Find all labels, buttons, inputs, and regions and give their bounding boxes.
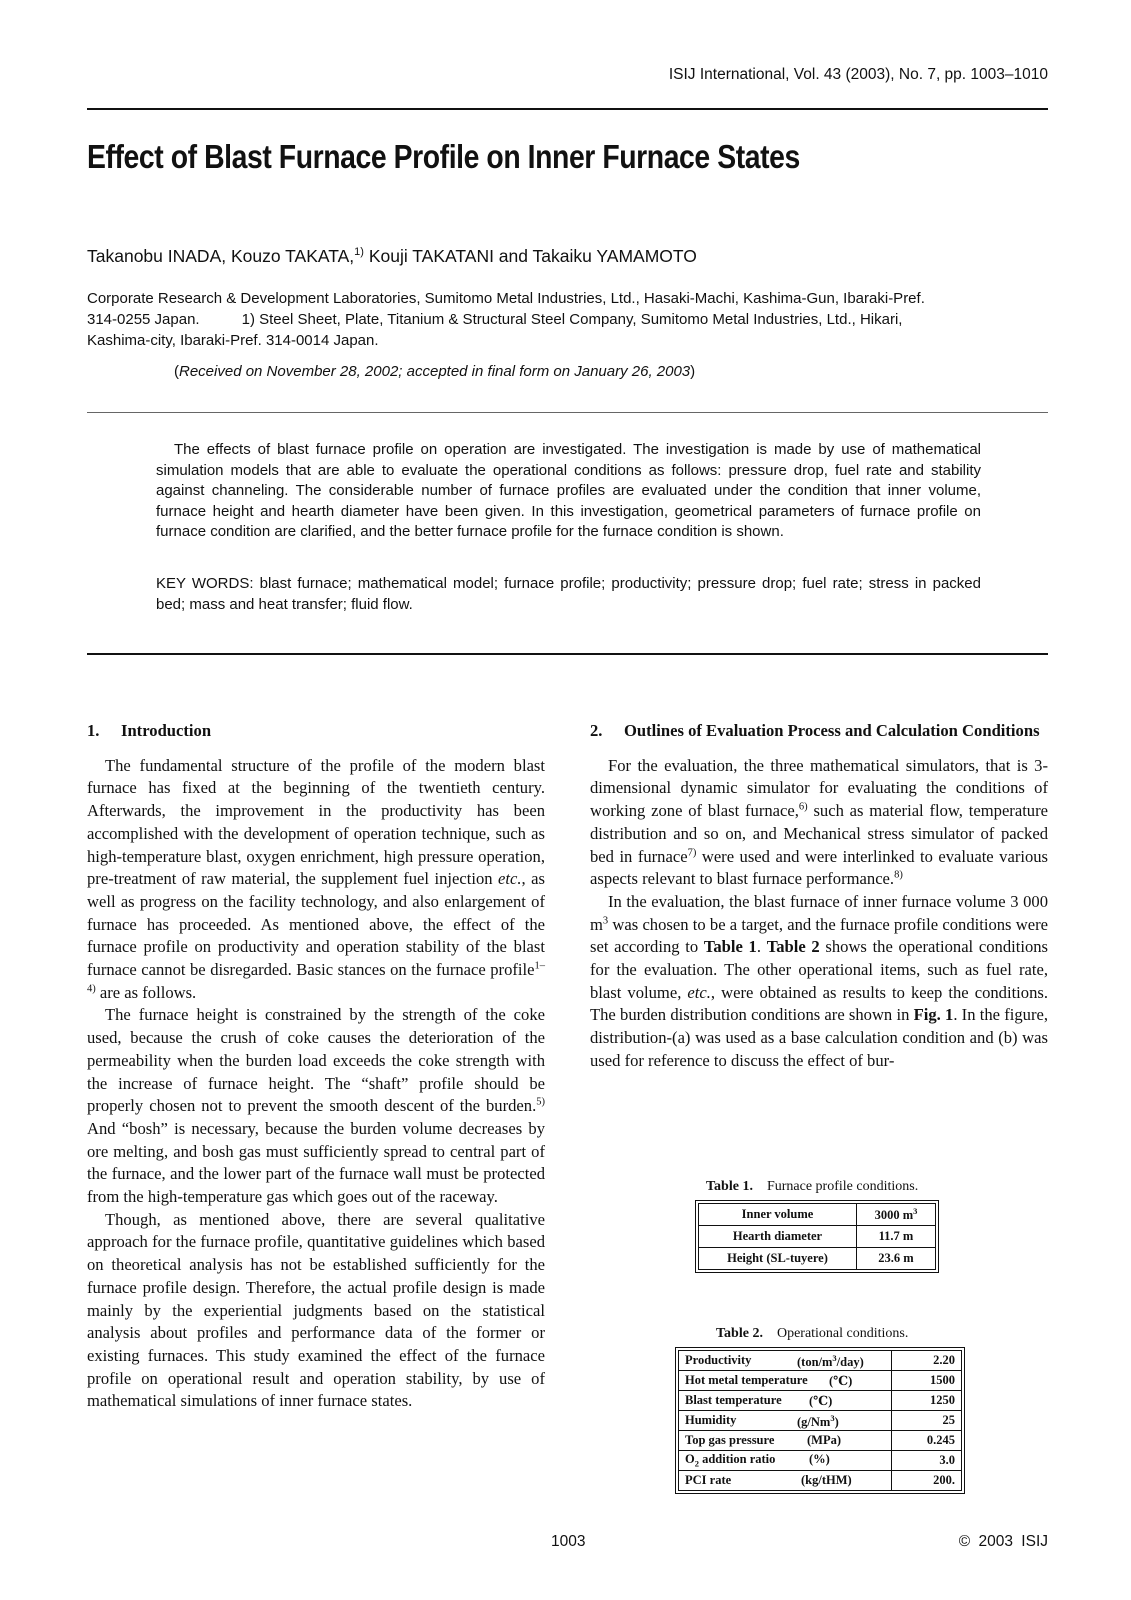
table-row: [699, 1204, 936, 1226]
table-row: [699, 1226, 936, 1248]
affiliation-line-1: Corporate Research & Development Laboratories, Sumitomo Metal Industries, Ltd., Hasaki-Machi, Kashima-Gun, Ibaraki-Pref.: [87, 290, 925, 307]
cell-value: 3000 m: [874, 1208, 914, 1223]
citation: 1–4): [87, 960, 545, 995]
table-cell: 1250: [892, 1391, 962, 1411]
section-1-paragraph-3: Though, as mentioned above, there are several qualitative approach for the furnace profile, quantitative guidelines which based on theoretical analysis has not be established sufficiently for the furnace profile design. Therefore, the actual profile design is made mainly by the experiential judgments based on the statistical analysis about profiles and performance data of the former or existing furnaces. This study examined the effect of the furnace profile on operational result and operation stability, by use of mathematical simulations of inner furnace states.: [87, 1209, 545, 1411]
superscript: 3: [913, 1205, 918, 1216]
affiliation-line-2: [87, 309, 1048, 330]
section-1-heading: [87, 720, 545, 743]
received-close-paren: ): [690, 363, 696, 380]
superscript: 3: [602, 915, 609, 927]
table-row: [679, 1411, 962, 1431]
table-cell: [679, 1471, 892, 1491]
left-column: [87, 720, 545, 1413]
text-run: , were obtained as results to keep the conditions. The burden distribution conditions are shown in: [590, 982, 1048, 1025]
table-cell: [679, 1371, 892, 1391]
table-row: [679, 1391, 962, 1411]
table-2-caption-text: Operational conditions.: [776, 1326, 909, 1341]
text-run: are as follows.: [95, 982, 197, 1002]
table-2-reference: Table 2: [766, 937, 820, 957]
journal-reference: ISIJ International, Vol. 43 (2003), No. 7, pp. 1003–1010: [668, 66, 1048, 83]
table-row: [679, 1371, 962, 1391]
text-run: .: [756, 937, 767, 957]
text-run: , as well as progress on the facility technology, and also enlargement of furnace has proceeded. As mentioned above, the effect of the furnace profile on productivity and operation stability of the blast furnace cannot be disregarded. Basic stances on the furnace profile: [87, 869, 545, 980]
abstract-bottom-rule: [87, 653, 1048, 655]
row-name: Blast temperature: [685, 1393, 782, 1407]
section-1-paragraph-1: [87, 755, 545, 1005]
page-number: 1003: [551, 1533, 586, 1550]
citation: 5): [536, 1096, 545, 1108]
table-cell: Height (SL-tuyere): [699, 1248, 857, 1270]
row-unit: [797, 1413, 839, 1430]
affiliation-postcode: 314-0255 Japan.: [87, 311, 200, 328]
row-name: Humidity: [685, 1413, 737, 1427]
unit-part: (ton/m: [797, 1355, 833, 1370]
table-2-caption: [716, 1326, 908, 1342]
table-row: [699, 1248, 936, 1270]
author-list: [87, 246, 697, 267]
superscript: 3: [832, 1353, 837, 1363]
received-text: Received on November 28, 2002; accepted in final form on January 26, 2003: [179, 363, 691, 380]
table-cell: [679, 1451, 892, 1471]
table-1-reference: Table 1: [703, 937, 757, 957]
section-2-paragraph-1: [590, 755, 1048, 891]
table-cell: [679, 1351, 892, 1371]
row-name: Productivity: [685, 1353, 752, 1367]
table-2-label: Table 2.: [716, 1326, 763, 1341]
row-name: O: [685, 1452, 695, 1467]
table-row: [679, 1431, 962, 1451]
table-row: [679, 1451, 962, 1471]
authors-part-1: Takanobu INADA, Kouzo TAKATA,: [87, 246, 355, 266]
table-cell: Inner volume: [699, 1204, 857, 1226]
section-2-paragraph-2: [590, 891, 1048, 1073]
section-1-paragraph-2: [87, 1004, 545, 1208]
row-unit: [797, 1353, 864, 1370]
abstract-top-rule: [87, 412, 1048, 413]
table-row: [679, 1351, 962, 1371]
row-unit: (kg/tHM): [801, 1473, 852, 1487]
section-2-heading: [590, 720, 1048, 743]
table-1-caption-text: Furnace profile conditions.: [766, 1179, 919, 1194]
received-open-paren: (: [174, 363, 179, 380]
text-run: And “bosh” is necessary, because the burden volume decreases by ore melting, and bosh gas must sufficiently spread to central part of the furnace, and the lower part of the furnace wall must be protected from the high-temperature gas which goes out of the raceway.: [87, 1118, 545, 1207]
table-cell: 23.6 m: [857, 1248, 936, 1270]
authors-part-2: Kouji TAKATANI and Takaiku YAMAMOTO: [363, 246, 697, 266]
unit-part: ): [834, 1415, 839, 1430]
right-column: [590, 720, 1048, 1073]
keywords: KEY WORDS: blast furnace; mathematical model; furnace profile; productivity; pressure drop; fuel rate; stress in packed bed; mass and heat transfer; fluid flow.: [156, 575, 981, 613]
table-1-label: Table 1.: [706, 1179, 753, 1194]
text-run: was chosen to be a target, and the furnace profile conditions were set according to: [590, 914, 1048, 957]
table-cell: Hearth diameter: [699, 1226, 857, 1248]
table-cell: 0.245: [892, 1431, 962, 1451]
row-unit: (%): [809, 1452, 830, 1467]
table-row: [679, 1471, 962, 1491]
row-name: PCI rate: [685, 1473, 732, 1487]
text-run: shows the operational conditions for the evaluation. The other operational items, such as fuel rate, blast volume,: [590, 937, 1048, 1002]
text-run: such as material flow, temperature distribution and so on, and Mechanical stress simulator of packed bed in furnace: [590, 801, 1048, 866]
table-cell: 1500: [892, 1371, 962, 1391]
citation: 6): [798, 801, 808, 813]
paper-title: Effect of Blast Furnace Profile on Inner Furnace States: [87, 138, 800, 175]
table-1-caption: [706, 1179, 918, 1195]
abstract: The effects of blast furnace profile on operation are investigated. The investigation is made by use of mathematical simulation models that are able to evaluate the operational conditions as follows: pressure drop, fuel rate and stability against channeling. The considerable number of furnace profiles are evaluated under the condition that inner volume, furnace height and hearth diameter have been given. In this investigation, geometrical parameters of furnace profile on furnace condition are clarified, and the better furnace profile for the furnace condition is shown.: [156, 441, 981, 540]
section-1-number: 1.: [87, 721, 100, 740]
citation: 8): [894, 869, 903, 881]
row-name: Top gas pressure: [685, 1433, 775, 1447]
text-run: In the evaluation, the blast furnace of inner furnace volume 3 000 m: [590, 891, 1048, 934]
section-2-title: Outlines of Evaluation Process and Calculation Conditions: [624, 721, 1040, 740]
affiliation-line-3: Kashima-city, Ibaraki-Pref. 314-0014 Japan.: [87, 332, 379, 349]
header-rule: [87, 108, 1048, 110]
table-1: [698, 1203, 936, 1270]
table-cell: [679, 1411, 892, 1431]
row-name: addition ratio: [698, 1452, 776, 1467]
text-run: The furnace height is constrained by the strength of the coke used, because the crush of coke causes the deterioration of the permeability when the burden load exceeds the coke strength with the increase of furnace height. The “shaft” profile should be properly chosen not to prevent the smooth descent of the burden.: [87, 1005, 545, 1116]
section-2-number: 2.: [590, 721, 603, 740]
table-cell: 3.0: [892, 1451, 962, 1471]
table-cell: [679, 1431, 892, 1451]
text-run: . In the figure, distribution-(a) was used as a base calculation condition and (b) was used for reference to discuss the effect of bur-: [590, 1005, 1048, 1070]
table-cell: 25: [892, 1411, 962, 1431]
unit-part: /day): [836, 1355, 864, 1370]
text-italic: etc.: [687, 982, 711, 1002]
row-unit: (℃): [829, 1374, 853, 1388]
table-cell: 11.7 m: [857, 1226, 936, 1248]
section-1-title: Introduction: [121, 721, 212, 740]
affiliation-secondary: 1) Steel Sheet, Plate, Titanium & Structural Steel Company, Sumitomo Metal Industries, Ltd., Hikari,: [241, 311, 903, 328]
row-unit: (MPa): [807, 1433, 842, 1447]
row-unit: (℃): [809, 1394, 833, 1408]
unit-part: (g/Nm: [797, 1415, 831, 1430]
subscript: 2: [694, 1458, 699, 1469]
affiliation: [87, 288, 1048, 351]
table-cell: 2.20: [892, 1351, 962, 1371]
row-name: Hot metal temperature: [685, 1373, 808, 1387]
copyright-notice: © 2003 ISIJ: [958, 1533, 1048, 1550]
superscript: 3: [830, 1413, 835, 1423]
text-run: The fundamental structure of the profile of the modern blast furnace has fixed at the beginning of the twentieth century. Afterwards, the improvement in the productivity has been accomplished with the development of operation technique, such as high-temperature blast, oxygen enrichment, high pressure operation, pre-treatment of raw material, the supplement fuel injection: [87, 755, 545, 889]
received-dates: [174, 363, 695, 380]
author-affiliation-mark: 1): [354, 246, 364, 259]
figure-1-reference: Fig. 1: [913, 1005, 954, 1025]
table-cell: [857, 1204, 936, 1226]
table-cell: [679, 1391, 892, 1411]
table-2: [678, 1350, 962, 1491]
text-run: For the evaluation, the three mathematical simulators, that is 3-dimensional dynamic simulator for evaluating the conditions of working zone of blast furnace,: [590, 755, 1048, 821]
table-cell: 200.: [892, 1471, 962, 1491]
text-run: were used and were interlinked to evaluate various aspects relevant to blast furnace performance.: [590, 846, 1049, 889]
text-italic: etc.: [498, 869, 522, 889]
citation: 7): [687, 846, 697, 858]
